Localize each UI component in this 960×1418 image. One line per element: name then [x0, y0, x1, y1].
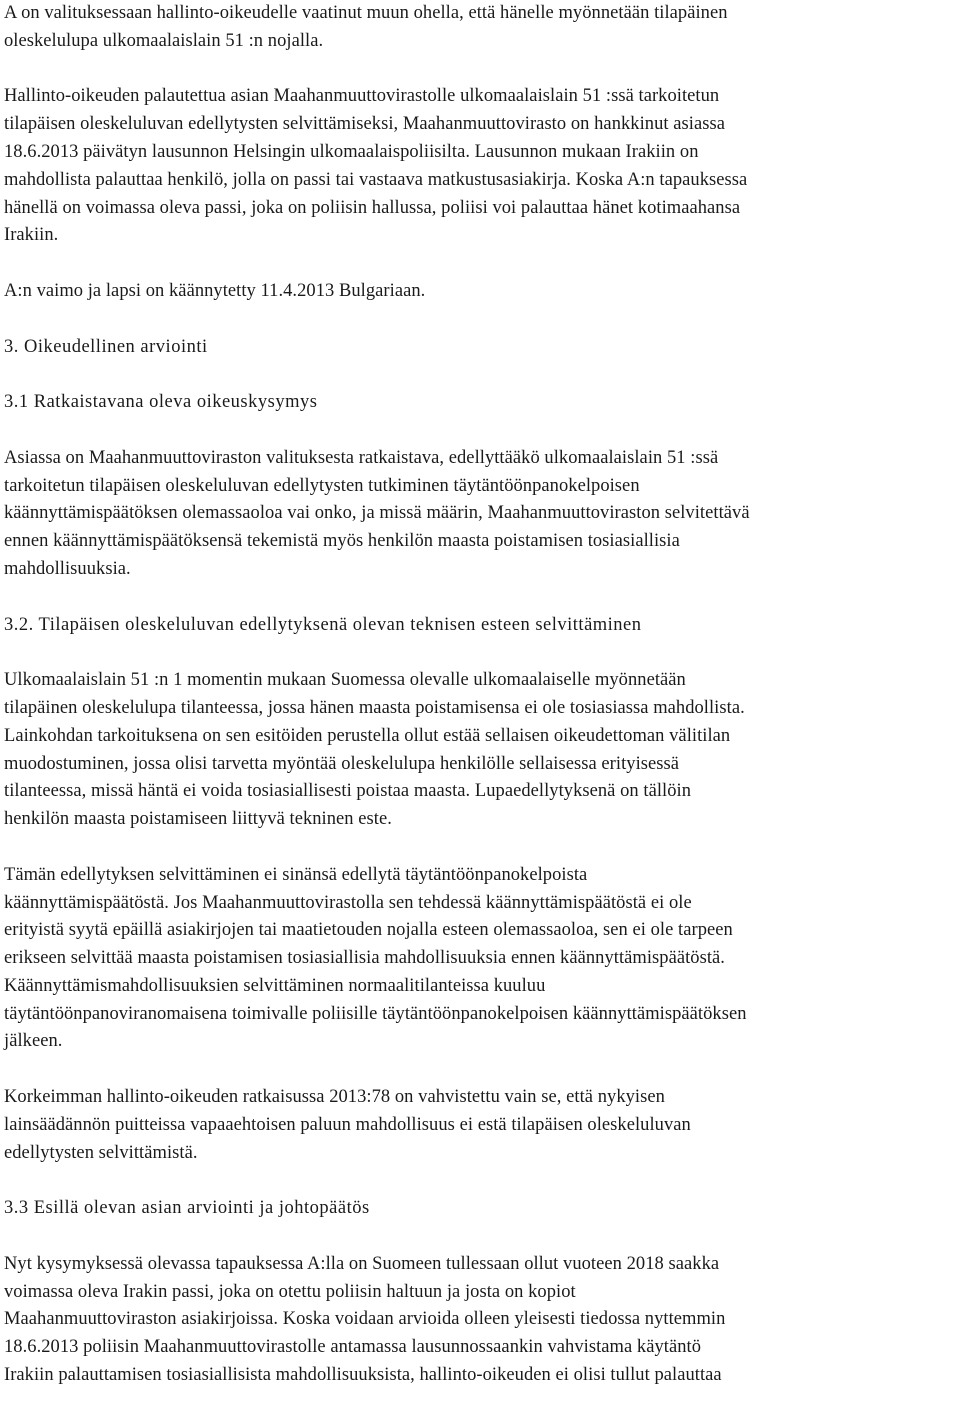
heading-text: 3.1 Ratkaistavana oleva oikeuskysymys	[4, 392, 318, 413]
text-line: Maahanmuuttoviraston asiakirjoissa. Koska voidaan arvioida olleen yleisesti tiedossa nyttemmin	[4, 1309, 726, 1330]
text-line: A on valituksessaan hallinto-oikeudelle vaatinut muun ohella, että hänelle myönnetään tilapäinen	[4, 3, 728, 23]
text-line: Ulkomaalaislain 51 :n 1 momentin mukaan Suomessa olevalle ulkomaalaiselle myönnetään	[4, 670, 686, 691]
text-line: erikseen selvittää maasta poistamisen tosiasiallisia mahdollisuuksia ennen käännyttämispäätöstä.	[4, 948, 725, 969]
text-line: henkilön maasta poistamiseen liittyvä tekninen este.	[4, 809, 392, 830]
text-line: muodostuminen, jossa olisi tarvetta myöntää oleskelulupa henkilölle sellaisessa erityisessä	[4, 753, 680, 774]
text-line: A:n vaimo ja lapsi on käännytetty 11.4.2013 Bulgariaan.	[4, 280, 426, 301]
paragraph-appeal-claim	[4, 0, 954, 56]
text-line: mahdollisuuksia.	[4, 558, 131, 579]
text-line: Hallinto-oikeuden palautettua asian Maahanmuuttovirastolle ulkomaalaislain 51 :ssä tarkoitetun	[4, 86, 720, 107]
text-line: hänellä on voimassa oleva passi, joka on poliisin hallussa, poliisi voi palauttaa hänet kotimaahansa	[4, 197, 741, 218]
heading-text: 3.2. Tilapäisen oleskeluluvan edellytyksenä olevan teknisen esteen selvittäminen	[4, 614, 642, 635]
section-heading-3	[4, 334, 954, 362]
text-line: Asiassa on Maahanmuuttoviraston valituksesta ratkaistava, edellyttääkö ulkomaalaislain 51 :ssä	[4, 447, 719, 468]
heading-text: 3.3 Esillä olevan asian arviointi ja johtopäätös	[4, 1198, 370, 1219]
section-heading-3-3	[4, 1195, 954, 1223]
text-line: käännyttämispäätöksen olemassaoloa vai onko, ja missä määrin, Maahanmuuttoviraston selvitettävä	[4, 503, 750, 524]
text-line: lainsäädännön puitteissa vapaaehtoisen paluun mahdollisuus ei estä tilapäisen oleskeluluvan	[4, 1114, 691, 1135]
section-heading-3-2	[4, 612, 954, 640]
text-line: 18.6.2013 päivätyn lausunnon Helsingin ulkomaalaispoliisilta. Lausunnon mukaan Irakiin on	[4, 141, 699, 162]
text-line: Lainkohdan tarkoituksena on sen esitöiden perustella ollut estää sellaisen oikeudettoman välitilan	[4, 725, 731, 746]
text-line: jälkeen.	[4, 1031, 63, 1052]
section-heading-3-1	[4, 389, 954, 417]
text-line: tilanteessa, missä häntä ei voida tosiasiallisesti poistaa maasta. Lupaedellytyksenä on tällöin	[4, 781, 692, 802]
text-line: voimassa oleva Irakin passi, joka on otettu poliisin haltuun ja josta on kopiot	[4, 1281, 576, 1302]
text-line: Irakiin palauttamisen tosiasiallisista mahdollisuuksista, hallinto-oikeuden ei olisi tullut palauttaa	[4, 1365, 722, 1386]
text-line: Korkeimman hallinto-oikeuden ratkaisussa 2013:78 on vahvistettu vain se, että nykyisen	[4, 1087, 665, 1108]
heading-text: 3. Oikeudellinen arviointi	[4, 336, 208, 357]
paragraph-supreme-court-ruling	[4, 1084, 954, 1167]
text-line: käännyttämispäätöstä. Jos Maahanmuuttovirastolla sen tehdessä käännyttämispäätöstä ei ole	[4, 892, 692, 913]
text-line: 18.6.2013 poliisin Maahanmuuttovirastolle antamassa lausunnossaankin vahvistama käytäntö	[4, 1337, 701, 1358]
text-line: Irakiin.	[4, 225, 59, 246]
document-page	[4, 0, 954, 1418]
text-line: erityistä syytä epäillä asiakirjojen tai maatietouden nojalla esteen olemassaoloa, sen ei ole tarpeen	[4, 920, 733, 941]
text-line: tarkoitetun tilapäisen oleskeluluvan edellytysten tutkiminen täytäntöönpanokelpoisen	[4, 475, 640, 496]
text-line: tilapäisen oleskeluluvan edellytysten selvittämiseksi, Maahanmuuttovirasto on hankkinut asiassa	[4, 114, 725, 135]
paragraph-enforcement	[4, 862, 954, 1057]
text-line: ennen käännyttämispäätöksensä tekemistä myös henkilön maasta poistamisen tosiasiallisia	[4, 531, 680, 552]
text-line: täytäntöönpanoviranomaisena toimivalle poliisille täytäntöönpanokelpoisen käännyttämispäätöksen	[4, 1003, 747, 1024]
text-line: tilapäinen oleskelulupa tilanteessa, jossa hänen maasta poistamisensa ei ole tosiasiassa mahdollista.	[4, 697, 745, 718]
text-line: edellytysten selvittämistä.	[4, 1142, 198, 1163]
text-line: Käännyttämismahdollisuuksien selvittäminen normaalitilanteissa kuuluu	[4, 975, 546, 996]
text-line: Tämän edellytyksen selvittäminen ei sinänsä edellytä täytäntöönpanokelpoista	[4, 864, 588, 885]
paragraph-family-deported	[4, 278, 954, 306]
text-line: mahdollista palauttaa henkilö, jolla on passi tai vastaava matkustusasiakirja. Koska A:n tapauksessa	[4, 169, 748, 190]
text-line: oleskelulupa ulkomaalaislain 51 :n nojalla.	[4, 30, 324, 51]
paragraph-section-51-purpose	[4, 667, 954, 834]
text-line: Nyt kysymyksessä olevassa tapauksessa A:lla on Suomeen tullessaan ollut vuoteen 2018 saakka	[4, 1253, 720, 1274]
paragraph-police-statement	[4, 83, 954, 250]
paragraph-conclusion	[4, 1251, 954, 1390]
paragraph-legal-question	[4, 445, 954, 584]
